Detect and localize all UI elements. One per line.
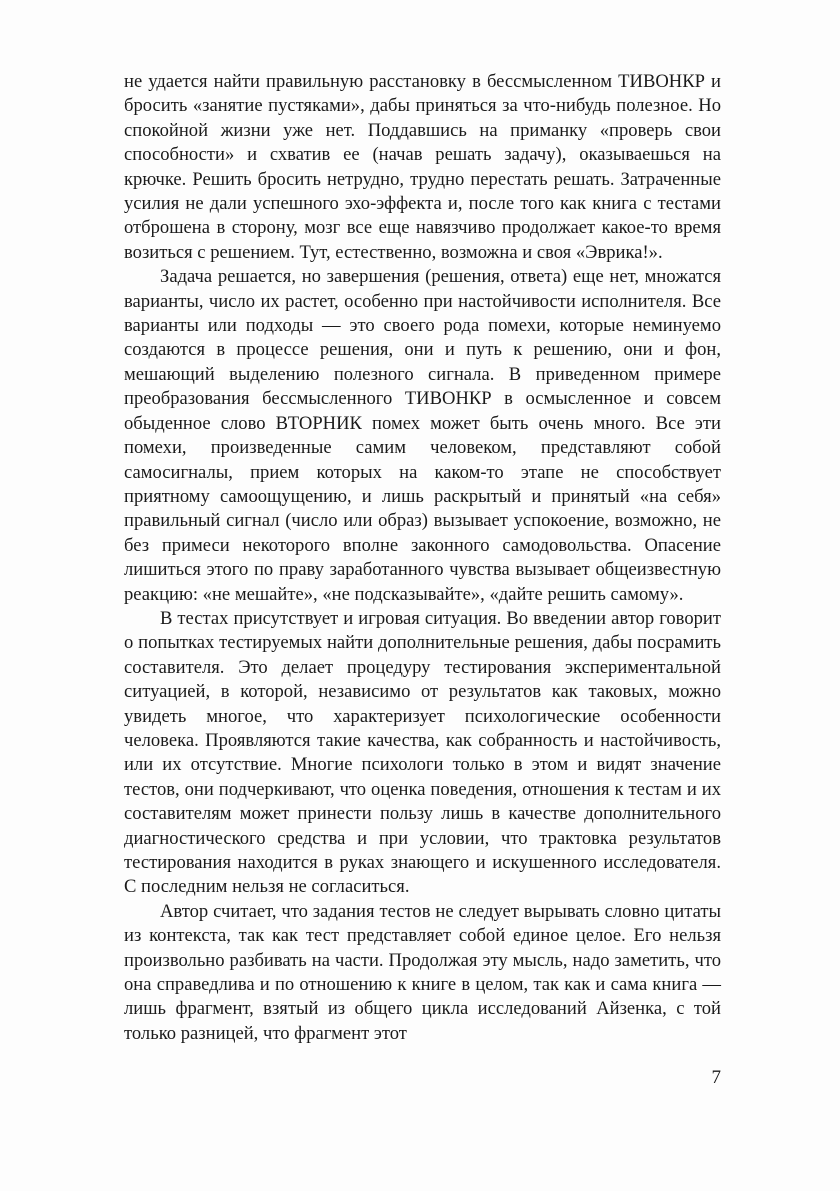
paragraph-4: Автор считает, что задания тестов не следует вырывать словно цитаты из контекста, так как тест представляет собой единое целое. Его нельзя произвольно разбивать на части. Продолжая эту мысль, надо заметить, что она справедлива и по отношению к книге в целом, так как и сама книга — лишь фрагмент, взятый из общего цикла исследований Айзенка, с той только разницей, что фрагмент этот bbox=[124, 900, 721, 1044]
page-number: 7 bbox=[711, 1067, 721, 1088]
paragraph-2: Задача решается, но завершения (решения, ответа) еще нет, множатся варианты, число их растет, особенно при настойчивости исполнителя. Все варианты или подходы — это своего рода помехи, которые неминуемо создаются в процессе решения, они и путь к решению, они и фон, мешающий выделению полезного сигнала. В приведенном примере преобразования бессмысленного ТИВОНКР в осмысленное и совсем обыденное слово ВТОРНИК помех может быть очень много. Все эти помехи, произведенные самим человеком, представляют собой самосигналы, прием которых на каком-то этапе не способствует приятному самоощущению, и лишь раскрытый и принятый «на себя» правильный сигнал (число или образ) вызывает успокоение, возможно, не без примеси некоторого вполне законного самодовольства. Опасение лишиться этого по праву заработанного чувства вызывает общеизвестную реакцию: «не мешайте», «не подсказывайте», «дайте решить самому». bbox=[124, 266, 721, 605]
paragraph-1: не удается найти правильную расстановку в бессмысленном ТИВОНКР и бросить «занятие пустяками», дабы приняться за что-нибудь полезное. Но спокойной жизни уже нет. Поддавшись на приманку «проверь свои способности» и схватив ее (начав решать задачу), оказываешься на крючке. Решить бросить нетрудно, трудно перестать решать. Затраченные усилия не дали успешного эхо-эффекта и, после того как книга с тестами отброшена в сторону, мозг все еще навязчиво продолжает какое-то время возиться с решением. Тут, естественно, возможна и своя «Эврика!». bbox=[124, 71, 721, 263]
paragraph-3: В тестах присутствует и игровая ситуация. Во введении автор говорит о попытках тестируемых найти дополнительные решения, дабы посрамить составителя. Это делает процедуру тестирования экспериментальной ситуацией, в которой, независимо от результатов как таковых, можно увидеть многое, что характеризует психологические особенности человека. Проявляются такие качества, как собранность и настойчивость, или их отсутствие. Многие психологи только в этом и видят значение тестов, они подчеркивают, что оценка поведения, отношения к тестам и их составителям может принести пользу лишь в качестве дополнительного диагностического средства и при условии, что трактовка результатов тестирования находится в руках знающего и искушенного исследователя. С последним нельзя не согласиться. bbox=[124, 607, 721, 898]
body-text bbox=[124, 70, 721, 1046]
